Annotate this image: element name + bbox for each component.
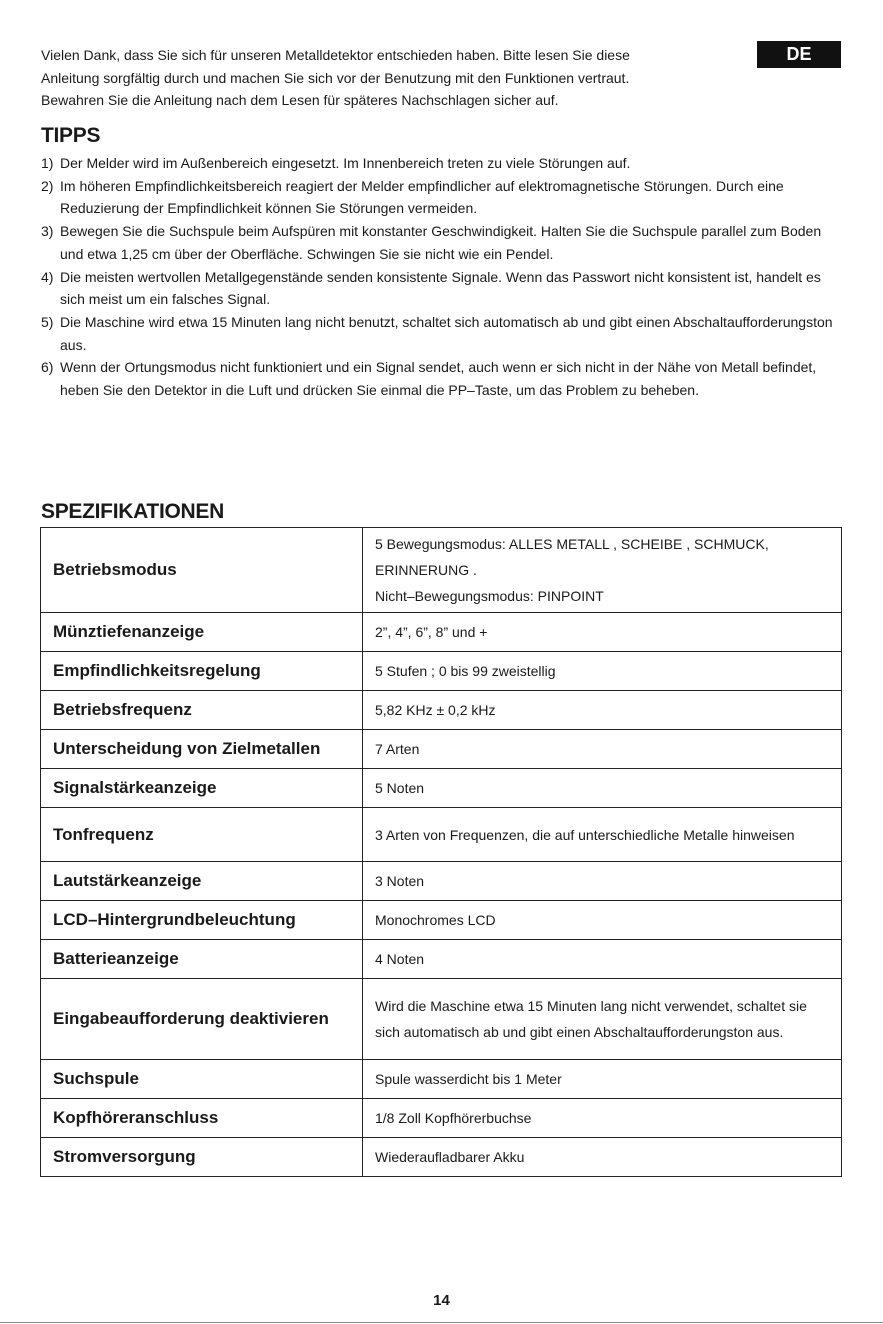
spec-value: Spule wasserdicht bis 1 Meter — [363, 1060, 842, 1099]
tip-text: Die meisten wertvollen Metallgegenstände senden konsistente Signale. Wenn das Passwort nicht konsistent ist, handelt es sich meist um ein falsches Signal. — [60, 268, 821, 308]
tip-number: 6) — [41, 359, 54, 376]
bottom-divider — [0, 1322, 883, 1323]
spec-label: Empfindlichkeitsregelung — [41, 652, 363, 691]
intro-line: Anleitung sorgfältig durch und machen Sie sich vor der Benutzung mit den Funktionen vertraut. — [41, 69, 630, 86]
spec-value: 5 Stufen ; 0 bis 99 zweistellig — [363, 652, 842, 691]
intro-paragraph — [41, 44, 741, 112]
tip-item — [41, 220, 846, 265]
spec-label: Suchspule — [41, 1060, 363, 1099]
language-badge: DE — [757, 41, 841, 68]
spec-value: 3 Noten — [363, 862, 842, 901]
tip-number: 2) — [41, 177, 54, 194]
spec-label: Unterscheidung von Zielmetallen — [41, 730, 363, 769]
spec-value: 2”, 4”, 6”, 8” und + — [363, 613, 842, 652]
tip-item — [41, 152, 846, 175]
tip-text: Wenn der Ortungsmodus nicht funktioniert und ein Signal sendet, auch wenn er sich nicht in der Nähe von Metall befindet, heben Sie den Detektor in die Luft und drücken Sie einmal die PP–Taste, um das Problem zu beheben. — [60, 359, 817, 399]
specs-heading: SPEZIFIKATIONEN — [41, 500, 224, 523]
spec-value: 7 Arten — [363, 730, 842, 769]
tips-list — [41, 152, 846, 402]
spec-row — [41, 528, 842, 613]
spec-row — [41, 769, 842, 808]
spec-label: Betriebsfrequenz — [41, 691, 363, 730]
tip-number: 3) — [41, 223, 54, 240]
spec-label: Batterieanzeige — [41, 940, 363, 979]
tip-item — [41, 175, 846, 220]
spec-label: Tonfrequenz — [41, 808, 363, 862]
tip-item — [41, 356, 846, 401]
page-number: 14 — [433, 1292, 450, 1309]
spec-row — [41, 940, 842, 979]
spec-value: 5,82 KHz ± 0,2 kHz — [363, 691, 842, 730]
specs-table — [40, 527, 842, 1177]
spec-value: Nicht–Bewegungsmodus: PINPOINT — [375, 588, 604, 604]
spec-row — [41, 808, 842, 862]
spec-label: Signalstärkeanzeige — [41, 769, 363, 808]
spec-row — [41, 901, 842, 940]
spec-value: 4 Noten — [363, 940, 842, 979]
spec-value: Wird die Maschine etwa 15 Minuten lang nicht verwendet, schaltet sie sich automatisch ab und gibt einen Abschaltaufforderungston aus. — [363, 979, 842, 1060]
spec-value: 5 Noten — [363, 769, 842, 808]
spec-value: Wiederaufladbarer Akku — [363, 1138, 842, 1177]
spec-label: Eingabeaufforderung deaktivieren — [41, 979, 363, 1060]
spec-label: Lautstärkeanzeige — [41, 862, 363, 901]
tip-item — [41, 266, 846, 311]
spec-value: Monochromes LCD — [363, 901, 842, 940]
spec-label: Kopfhöreranschluss — [41, 1099, 363, 1138]
spec-value: 1/8 Zoll Kopfhörerbuchse — [363, 1099, 842, 1138]
spec-row — [41, 691, 842, 730]
tips-heading: TIPPS — [41, 124, 101, 147]
tip-item — [41, 311, 846, 356]
tip-text: Der Melder wird im Außenbereich eingesetzt. Im Innenbereich treten zu viele Störungen auf. — [60, 155, 631, 171]
spec-label: Betriebsmodus — [41, 528, 363, 613]
spec-row — [41, 979, 842, 1060]
spec-row — [41, 1138, 842, 1177]
intro-line: Bewahren Sie die Anleitung nach dem Lesen für späteres Nachschlagen sicher auf. — [41, 92, 559, 108]
spec-row — [41, 613, 842, 652]
spec-label: LCD–Hintergrundbeleuchtung — [41, 901, 363, 940]
spec-row — [41, 862, 842, 901]
spec-value: 3 Arten von Frequenzen, die auf unterschiedliche Metalle hinweisen — [363, 808, 842, 862]
spec-row — [41, 1099, 842, 1138]
tip-number: 4) — [41, 268, 54, 285]
tip-text: Bewegen Sie die Suchspule beim Aufspüren mit konstanter Geschwindigkeit. Halten Sie die Suchspule parallel zum Boden und etwa 1,25 cm über der Oberfläche. Schwingen Sie sie nicht wie ein Pendel. — [60, 223, 822, 262]
spec-row — [41, 652, 842, 691]
spec-value-cell — [363, 528, 842, 613]
spec-value: 5 Bewegungsmodus: ALLES METALL , SCHEIBE , SCHMUCK, ERINNERUNG . — [375, 536, 769, 578]
tip-text: Die Maschine wird etwa 15 Minuten lang nicht benutzt, schaltet sich automatisch ab und gibt einen Abschaltaufforderungston aus. — [60, 313, 833, 353]
spec-row — [41, 730, 842, 769]
spec-row — [41, 1060, 842, 1099]
spec-label: Stromversorgung — [41, 1138, 363, 1177]
intro-line: Vielen Dank, dass Sie sich für unseren Metalldetektor entschieden haben. Bitte lesen Sie diese — [41, 47, 630, 63]
tip-number: 1) — [41, 155, 54, 171]
spec-label: Münztiefenanzeige — [41, 613, 363, 652]
tip-number: 5) — [41, 313, 54, 330]
tip-text: Im höheren Empfindlichkeitsbereich reagiert der Melder empfindlicher auf elektromagnetische Störungen. Durch eine Reduzierung der Empfindlichkeit können Sie Störungen vermeiden. — [60, 177, 784, 217]
